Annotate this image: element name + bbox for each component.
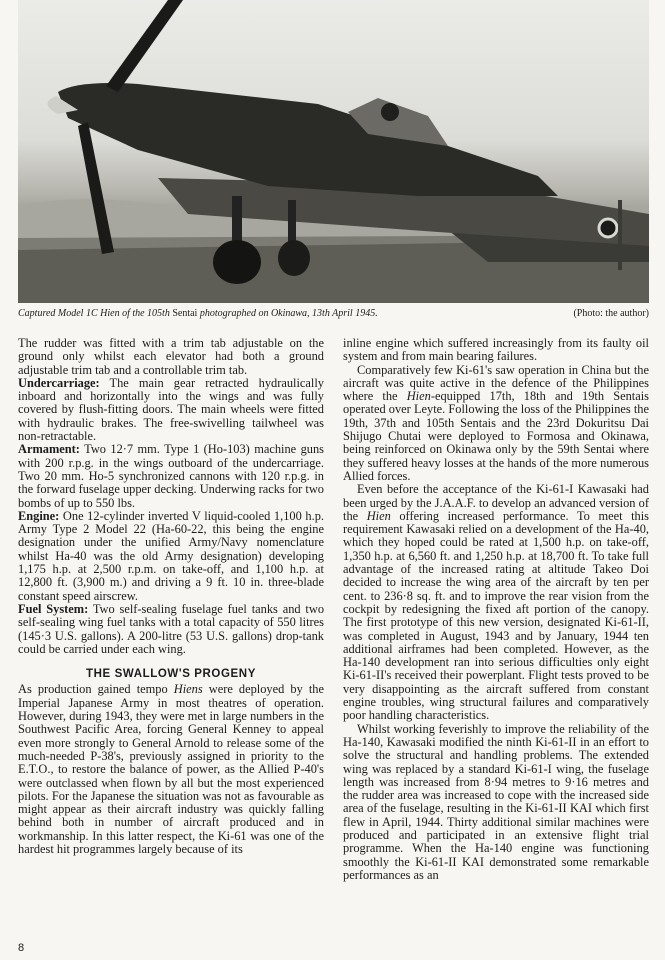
propeller-blade (106, 0, 183, 92)
spec-text: One 12-cylinder inverted V liquid-cooled 1,100 h.p. Army Type 2 Model 22 (Ha-60-22, this being the engine designation under the unified Army/Navy nomenclature whilst Ha-40 was the old Army designation) developing 1,175 h.p. at 2,500 r.p.m. on take-off, and 1,100 h.p. at 12,800 ft. (3,900 m.) and driving a 9 ft. 10 in. three-blade constant speed airscrew. (18, 508, 324, 603)
undercarriage-paragraph (18, 377, 324, 443)
paragraph (343, 364, 649, 484)
spec-label: Engine: (18, 508, 60, 523)
spec-label: Armament: (18, 442, 80, 457)
caption-part: Captured Model 1C Hien of the 105th (18, 308, 173, 319)
photo-credit: (Photo: the author) (573, 308, 649, 319)
aircraft-photo (18, 0, 649, 303)
paragraph (343, 483, 649, 722)
roundel-marking (599, 219, 617, 237)
caption-sentai: Sentai (172, 308, 198, 319)
spec-label: Undercarriage: (18, 375, 100, 390)
fuselage (58, 83, 558, 196)
figure-caption (18, 307, 649, 321)
text-run: -equipped 17th, 18th and 19th Sentais operated over Leyte. Following the loss of the Philippines the 19th, 37th and 105th Sentais and the 23rd Dokuritsu Dai Shijugo Chutai were deployed to Formosa and Okinawa, being reinforced on Okinawa only by the 59th Sentai where they suffered heavy losses at the hands of the more numerous Allied forces. (343, 389, 649, 483)
page-number: 8 (18, 942, 25, 954)
spec-text: Two 12·7 mm. Type 1 (Ho-103) machine guns with 200 r.p.g. in the wings outboard of the undercarriage. Two 20 mm. Ho-5 synchronized cannons with 120 r.p.g. in the forward fuselage upper decking. Underwing racks for two bombs of up to 550 lbs. (18, 442, 324, 510)
text-run: offering increased performance. To meet this requirement Kawasaki relied on a development of the Ha-40, which they hoped could be rated at 1,500 h.p. on take-off, 1,350 h.p. at 6,560 ft. and 1,250 h.p. at 18,700 ft. To take full advantage of the increased rating at altitude Takeo Doi decided to increase the wing area of the aircraft by ten per cent. to 236·8 sq. ft. and to improve the rear vision from the cockpit by redesigning the fixed aft portion of the canopy. The first prototype of this new version, designated Ki-61-II, was completed in August, 1943 and by January, 1944 ten additional airframes had been completed. However, as the Ha-140 development ran into serious difficulties only eight Ki-61-II's received their powerplant. Flight tests proved to be very disappointing as the aircraft suffered from constant engine troubles, wing structural failures and comparatively poor handling characteristics. (343, 508, 649, 723)
paragraph: The rudder was fitted with a trim tab adjustable on the ground only whilst each elevator had both a ground adjustable trim tab and a controllable trim tab. (18, 336, 324, 377)
italic-term: Hien (366, 508, 391, 523)
armament-paragraph (18, 443, 324, 509)
text-run: were deployed by the Imperial Japanese Army in most theatres of operation. However, during 1943, they were met in large numbers in the Southwest Pacific Area, forcing General Kenney to appeal even more strongly to General Arnold to release some of the much-needed P-38's, previously assigned in priority to the E.T.O., to restore the balance of power, as the Allied P-40's were outclassed when flown by all but the most experienced pilots. For the Japanese the situation was not as favourable as might appear as their aircraft industry was quickly falling behind both in number of aircraft produced and in workmanship. In this latter respect, the Ki-61 was one of the hardest hit programmes largely because of its (18, 682, 324, 856)
section-heading: THE SWALLOW'S PROGENY (86, 668, 256, 681)
caption-text (18, 307, 378, 321)
italic-term: Hien (406, 389, 431, 404)
main-wheel (213, 240, 261, 284)
caption-part: photographed on Okinawa, 13th April 1945. (197, 308, 378, 319)
pilot (381, 103, 399, 121)
paragraph (18, 683, 324, 856)
paragraph: Whilst working feverishly to improve the reliability of the Ha-140, Kawasaki modified the ninth Ki-61-II in an effort to solve the structural and handling problems. The extended wing was replaced by a standard Ki-61-I wing, the fuselage length was increased from 8·94 metres to 9·16 metres and the rudder area was increased to cope with the increased side area of the fuselage, resulting in the Ki-61-II KAI which first flew in April, 1944. Thirty additional similar machines were produced and participated in an extensive flight trial programme. When the Ha-140 engine was functioning smoothly the Ki-61-II KAI demonstrated some remarkable performances as an (343, 721, 649, 882)
text-run: Even before the acceptance of the Ki-61-I Kawasaki had been urged by the J.A.A.F. to develop an advanced version of the (343, 482, 649, 523)
post (618, 200, 622, 270)
engine-paragraph (18, 510, 324, 603)
spec-text: The main gear retracted hydraulically inboard and horizontally into the wings and was fully covered by flush-fitting doors. The main wheels were fitted with hydraulic brakes. The free-swivelling tailwheel was non-retractable. (18, 375, 324, 444)
main-wheel-2 (278, 240, 310, 276)
left-column (18, 337, 324, 856)
aircraft-illustration (18, 0, 649, 303)
text-run: Comparatively few Ki-61's saw operation in China but the aircraft was quite active in the defence of the Philippines where the (343, 362, 649, 404)
right-column (343, 337, 649, 882)
paragraph: inline engine which suffered increasingly from its faulty oil system and from main bearing failures. (343, 336, 649, 364)
fuel-paragraph (18, 603, 324, 656)
spec-text: Two self-sealing fuselage fuel tanks and two self-sealing wing fuel tanks with a total capacity of 550 litres (145·3 U.S. gallons). A 200-litre (53 U.S. gallons) drop-tank could be carried under each wing. (18, 601, 325, 656)
spec-label: Fuel System: (18, 601, 89, 616)
text-run: As production gained tempo (18, 682, 174, 697)
italic-term: Hiens (173, 682, 203, 697)
